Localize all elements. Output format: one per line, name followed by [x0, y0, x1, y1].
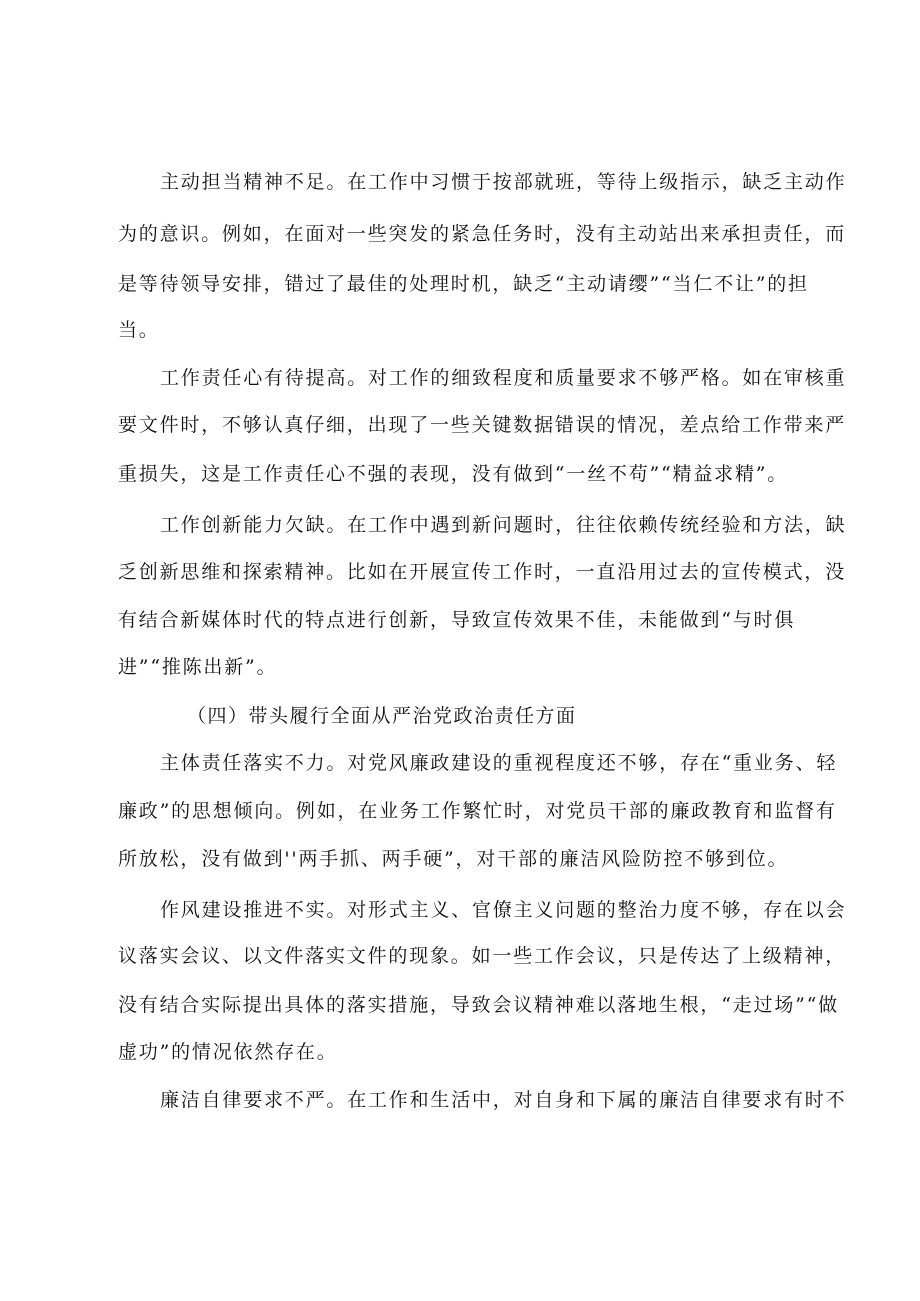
para4-line1: 主体责任落实不力。对党风廉政建设的重视程度还不够，存在“重业务、轻 [160, 752, 838, 774]
section-heading: （四）带头履行全面从严治党政治责任方面 [187, 705, 577, 727]
para5-line3: 没有结合实际提出具体的落实措施，导致会议精神难以落地生根，“走过场”“做 [118, 994, 839, 1016]
para3-line4: 进”“推陈出新”。 [118, 656, 278, 678]
para4-line3: 所放松，没有做到''两手抓、两手硬”，对干部的廉洁风险防控不够到位。 [118, 848, 789, 870]
para5-line4: 虚功”的情况依然存在。 [118, 1041, 338, 1063]
para1-line3: 是等待领导安排，错过了最佳的处理时机，缺乏“主动请缨”“当仁不让”的担 [118, 273, 809, 295]
para5-line2: 议落实会议、以文件落实文件的现象。如一些工作会议，只是传达了上级精神， [118, 945, 847, 967]
para2-line3: 重损失，这是工作责任心不强的表现，没有做到“一丝不苟”“精益求精”。 [118, 463, 789, 485]
para3-line1: 工作创新能力欠缺。在工作中遇到新问题时，往往依赖传统经验和方法，缺 [160, 514, 847, 536]
para4-line2: 廉政”的思想倾向。例如，在业务工作繁忙时，对党员干部的廉政教育和监督有 [118, 800, 837, 822]
para2-line1: 工作责任心有待提高。对工作的细致程度和质量要求不够严格。如在审核重 [160, 367, 847, 389]
para1-line4: 当。 [118, 319, 160, 341]
para3-line3: 有结合新媒体时代的特点进行创新，导致宣传效果不佳，未能做到“与时俱 [118, 609, 796, 631]
para6-line1: 廉洁自律要求不严。在工作和生活中，对自身和下属的廉洁自律要求有时不 [160, 1089, 847, 1111]
para1-line2: 为的意识。例如，在面对一些突发的紧急任务时，没有主动站出来承担责任，而 [118, 223, 847, 245]
para5-line1: 作风建设推进不实。对形式主义、官僚主义问题的整治力度不够，存在以会 [160, 899, 847, 921]
para3-line2: 乏创新思维和探索精神。比如在开展宣传工作时，一直沿用过去的宣传模式，没 [118, 561, 847, 583]
para1-line1: 主动担当精神不足。在工作中习惯于按部就班，等待上级指示，缺乏主动作 [160, 171, 847, 193]
para2-line2: 要文件时，不够认真仔细，出现了一些关键数据错误的情况，差点给工作带来严 [118, 414, 847, 436]
